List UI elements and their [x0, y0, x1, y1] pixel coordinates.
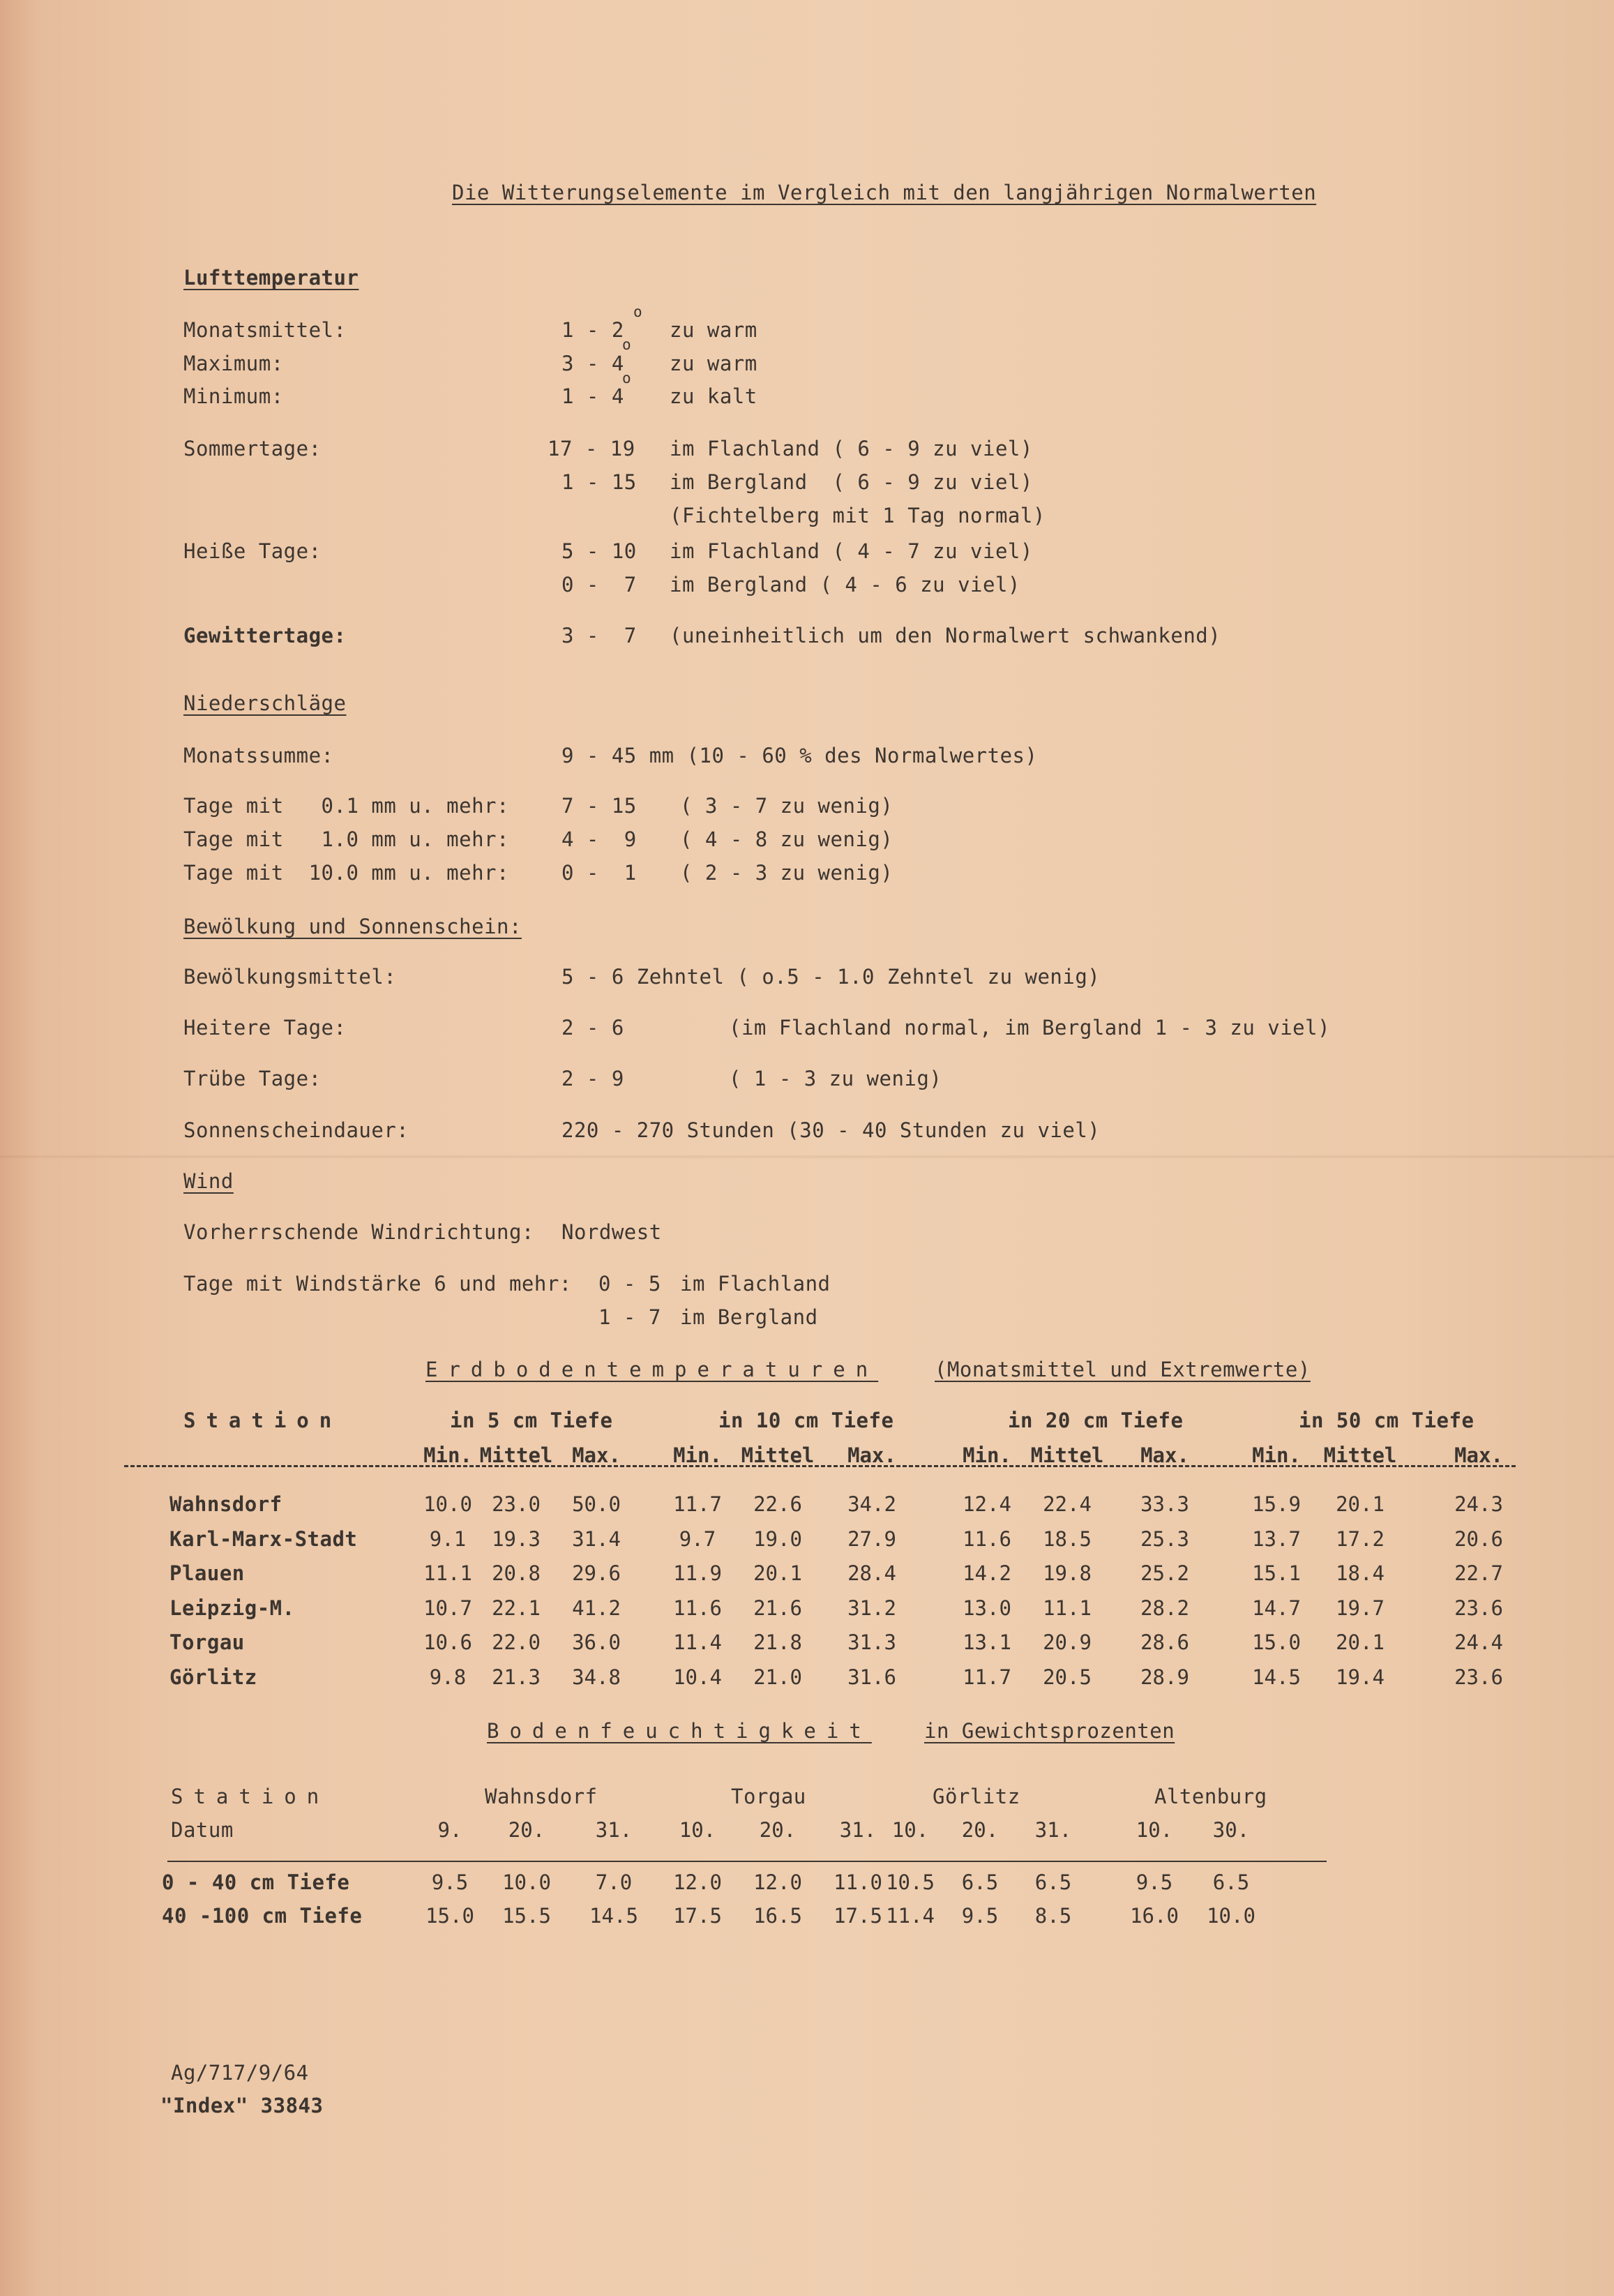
column-subheader: Mittel	[479, 1443, 553, 1467]
row-value: 7 - 15	[561, 794, 637, 818]
table-cell: 10.0	[423, 1492, 472, 1516]
table-cell: 16.5	[753, 1904, 802, 1928]
table-cell: 19.0	[753, 1527, 802, 1551]
column-subheader: Min.	[423, 1443, 472, 1467]
table-cell: 16.0	[1130, 1904, 1179, 1928]
row-label: Trübe Tage:	[183, 1067, 322, 1090]
table-heading-erdboden: Erdbodentemperaturen	[425, 1358, 879, 1381]
column-header-station: Station	[183, 1409, 342, 1432]
row-note: im Flachland	[680, 1272, 831, 1296]
row-value: 1 - 7	[598, 1305, 661, 1329]
table-cell: 8.5	[1034, 1904, 1072, 1928]
column-subheader: Max.	[847, 1443, 896, 1467]
table-cell: 13.0	[963, 1596, 1011, 1620]
date-cell: 9.	[437, 1818, 462, 1842]
row-value: 3 - 4	[561, 352, 624, 375]
row-note: ( 2 - 3 zu wenig)	[680, 861, 893, 885]
table-cell: 11.1	[423, 1561, 472, 1585]
table-cell: 22.4	[1043, 1492, 1092, 1516]
row-note: ( 3 - 7 zu wenig)	[680, 794, 893, 818]
table-cell: 15.5	[502, 1904, 551, 1928]
degree-sign: o	[633, 303, 642, 320]
table-cell: 20.1	[753, 1561, 802, 1585]
row-value: 1 - 2	[561, 318, 624, 342]
degree-sign: o	[622, 336, 631, 353]
date-cell: 20.	[759, 1818, 797, 1842]
row-value: 0 - 5	[598, 1272, 661, 1296]
row-value: 1 - 4	[561, 384, 624, 408]
date-cell: 31.	[595, 1818, 633, 1842]
table-cell: 11.7	[963, 1665, 1011, 1689]
table-cell: 24.4	[1454, 1630, 1503, 1654]
table-cell: 12.4	[963, 1492, 1011, 1516]
column-subheader: Max.	[1140, 1443, 1189, 1467]
table-cell: 22.7	[1454, 1561, 1503, 1585]
table-cell: 9.5	[961, 1904, 999, 1928]
table-cell: 7.0	[595, 1870, 633, 1894]
row-note: ( 1 - 3 zu wenig)	[729, 1067, 942, 1090]
table-rule	[167, 1861, 1327, 1862]
section-heading-bewoelkung: Bewölkung und Sonnenschein:	[183, 915, 522, 938]
station-name: Wahnsdorf	[169, 1492, 282, 1516]
table-cell: 12.0	[673, 1870, 722, 1894]
table-cell: 14.5	[589, 1904, 638, 1928]
table-cell: 10.7	[423, 1596, 472, 1620]
table-cell: 28.9	[1140, 1665, 1189, 1689]
section-heading-niederschlaege: Niederschläge	[183, 691, 347, 715]
row-label: Gewittertage:	[183, 624, 347, 647]
table-cell: 6.5	[1034, 1870, 1072, 1894]
table-cell: 10.4	[673, 1665, 722, 1689]
table-cell: 28.6	[1140, 1630, 1189, 1654]
depth-label: 0 - 40 cm Tiefe	[162, 1870, 350, 1894]
row-note: zu kalt	[670, 384, 757, 408]
date-cell: 20.	[961, 1818, 999, 1842]
row-note: im Flachland ( 6 - 9 zu viel)	[670, 437, 1033, 460]
table-cell: 31.6	[847, 1665, 896, 1689]
table-cell: 20.9	[1043, 1630, 1092, 1654]
table-cell: 31.3	[847, 1630, 896, 1654]
row-value: Nordwest	[561, 1220, 662, 1244]
row-value: 4 - 9	[561, 827, 637, 851]
row-value: 9 - 45 mm (10 - 60 % des Normalwertes)	[561, 744, 1038, 767]
table-cell: 11.9	[673, 1561, 722, 1585]
station-name: Karl-Marx-Stadt	[169, 1527, 358, 1551]
table-cell: 11.4	[886, 1904, 935, 1928]
table-cell: 9.1	[429, 1527, 467, 1551]
table-cell: 11.0	[834, 1870, 882, 1894]
table-cell: 9.5	[431, 1870, 469, 1894]
table-cell: 21.6	[753, 1596, 802, 1620]
table-cell: 18.5	[1043, 1527, 1092, 1551]
table-cell: 18.4	[1336, 1561, 1385, 1585]
table-cell: 15.0	[425, 1904, 474, 1928]
station-header: Wahnsdorf	[485, 1785, 598, 1808]
section-heading-wind: Wind	[183, 1169, 234, 1193]
station-name: Torgau	[169, 1630, 245, 1654]
row-label: Monatssumme:	[183, 744, 334, 767]
table-cell: 31.4	[572, 1527, 621, 1551]
table-cell: 17.5	[834, 1904, 882, 1928]
table-cell: 23.0	[492, 1492, 541, 1516]
table-cell: 28.2	[1140, 1596, 1189, 1620]
row-note: im Bergland	[680, 1305, 818, 1329]
table-cell: 24.3	[1454, 1492, 1503, 1516]
row-label: Maximum:	[183, 352, 284, 375]
station-header: Torgau	[731, 1785, 806, 1808]
row-note: (uneinheitlich um den Normalwert schwankend)	[670, 624, 1221, 647]
row-label: Sonnenscheindauer:	[183, 1118, 409, 1142]
depth-label: 40 -100 cm Tiefe	[162, 1904, 363, 1928]
column-header-depth: in 5 cm Tiefe	[450, 1409, 613, 1432]
row-label: Tage mit 0.1 mm u. mehr:	[183, 794, 509, 818]
column-subheader: Mittel	[741, 1443, 815, 1467]
table-cell: 36.0	[572, 1630, 621, 1654]
table-heading-note: in Gewichtsprozenten	[924, 1719, 1175, 1743]
table-cell: 29.6	[572, 1561, 621, 1585]
date-cell: 30.	[1212, 1818, 1250, 1842]
table-cell: 22.6	[753, 1492, 802, 1516]
row-label: Tage mit 1.0 mm u. mehr:	[183, 827, 509, 851]
table-cell: 12.0	[753, 1870, 802, 1894]
column-subheader: Min.	[673, 1443, 722, 1467]
table-cell: 9.7	[679, 1527, 716, 1551]
table-cell: 34.8	[572, 1665, 621, 1689]
table-cell: 10.6	[423, 1630, 472, 1654]
date-cell: 10.	[1136, 1818, 1173, 1842]
table-cell: 20.1	[1336, 1492, 1385, 1516]
row-value: 5 - 10	[561, 539, 637, 563]
row-label: Heitere Tage:	[183, 1016, 347, 1040]
row-value: 17 - 19	[548, 437, 635, 460]
row-label: Minimum:	[183, 384, 284, 408]
table-cell: 15.1	[1252, 1561, 1301, 1585]
table-cell: 41.2	[572, 1596, 621, 1620]
row-value: 1 - 15	[561, 470, 637, 494]
row-label: Tage mit 10.0 mm u. mehr:	[183, 861, 509, 885]
table-cell: 33.3	[1140, 1492, 1189, 1516]
table-heading-boden: Bodenfeuchtigkeit	[487, 1719, 872, 1743]
table-cell: 17.2	[1336, 1527, 1385, 1551]
table-cell: 13.1	[963, 1630, 1011, 1654]
row-value: 3 - 7	[561, 624, 637, 647]
column-subheader: Mittel	[1323, 1443, 1397, 1467]
table-cell: 21.8	[753, 1630, 802, 1654]
table-cell: 19.7	[1336, 1596, 1385, 1620]
station-header: Görlitz	[933, 1785, 1020, 1808]
station-header: Altenburg	[1154, 1785, 1267, 1808]
table-cell: 27.9	[847, 1527, 896, 1551]
row-note: im Bergland ( 6 - 9 zu viel)	[670, 470, 1033, 494]
table-cell: 20.6	[1454, 1527, 1503, 1551]
table-cell: 11.7	[673, 1492, 722, 1516]
row-note: zu warm	[670, 352, 757, 375]
table-cell: 23.6	[1454, 1665, 1503, 1689]
column-subheader: Max.	[1454, 1443, 1503, 1467]
table-cell: 20.8	[492, 1561, 541, 1585]
column-subheader: Mittel	[1030, 1443, 1104, 1467]
table-cell: 14.7	[1252, 1596, 1301, 1620]
table-cell: 10.0	[502, 1870, 551, 1894]
row-value: 0 - 7	[561, 573, 637, 596]
row-value: 0 - 1	[561, 861, 637, 885]
table-cell: 11.6	[673, 1596, 722, 1620]
index-number: "Index" 33843	[160, 2094, 324, 2117]
table-cell: 34.2	[847, 1492, 896, 1516]
table-cell: 11.1	[1043, 1596, 1092, 1620]
table-cell: 6.5	[961, 1870, 999, 1894]
row-note: (im Flachland normal, im Bergland 1 - 3 zu viel)	[729, 1016, 1331, 1040]
table-cell: 10.5	[886, 1870, 935, 1894]
table-cell: 6.5	[1212, 1870, 1250, 1894]
row-label: Heiße Tage:	[183, 539, 322, 563]
station-name: Leipzig-M.	[169, 1596, 295, 1620]
table-cell: 22.0	[492, 1630, 541, 1654]
table-cell: 15.9	[1252, 1492, 1301, 1516]
column-subheader: Max.	[572, 1443, 621, 1467]
table-cell: 25.3	[1140, 1527, 1189, 1551]
row-value: 2 - 6	[561, 1016, 624, 1040]
date-cell: 10.	[891, 1818, 929, 1842]
table-cell: 17.5	[673, 1904, 722, 1928]
row-label: Tage mit Windstärke 6 und mehr:	[183, 1272, 572, 1296]
table-cell: 21.0	[753, 1665, 802, 1689]
column-subheader: Min.	[963, 1443, 1011, 1467]
date-cell: 20.	[508, 1818, 545, 1842]
table-cell: 9.5	[1136, 1870, 1173, 1894]
table-cell: 11.4	[673, 1630, 722, 1654]
station-name: Görlitz	[169, 1665, 257, 1689]
date-cell: 10.	[679, 1818, 716, 1842]
degree-sign: o	[622, 370, 631, 387]
row-label: Bewölkungsmittel:	[183, 965, 397, 989]
column-header-station: Station	[171, 1785, 330, 1808]
column-header-datum: Datum	[171, 1818, 234, 1842]
station-name: Plauen	[169, 1561, 245, 1585]
table-cell: 14.2	[963, 1561, 1011, 1585]
row-note: (Fichtelberg mit 1 Tag normal)	[670, 504, 1046, 527]
table-cell: 13.7	[1252, 1527, 1301, 1551]
table-cell: 10.0	[1207, 1904, 1255, 1928]
row-label: Sommertage:	[183, 437, 322, 460]
row-value: 2 - 9	[561, 1067, 624, 1090]
document-reference: Ag/717/9/64	[171, 2061, 309, 2085]
table-cell: 31.2	[847, 1596, 896, 1620]
section-heading-lufttemperatur: Lufttemperatur	[183, 266, 359, 290]
table-cell: 19.3	[492, 1527, 541, 1551]
column-header-depth: in 10 cm Tiefe	[718, 1409, 894, 1432]
row-value: 5 - 6 Zehntel ( o.5 - 1.0 Zehntel zu wenig)	[561, 965, 1101, 989]
row-note: im Flachland ( 4 - 7 zu viel)	[670, 539, 1033, 563]
row-note: zu warm	[670, 318, 757, 342]
table-cell: 19.8	[1043, 1561, 1092, 1585]
table-cell: 20.1	[1336, 1630, 1385, 1654]
table-cell: 15.0	[1252, 1630, 1301, 1654]
row-label: Monatsmittel:	[183, 318, 347, 342]
table-cell: 22.1	[492, 1596, 541, 1620]
table-cell: 20.5	[1043, 1665, 1092, 1689]
row-note: im Bergland ( 4 - 6 zu viel)	[670, 573, 1020, 596]
row-note: ( 4 - 8 zu wenig)	[680, 827, 893, 851]
dashed-rule	[124, 1465, 1516, 1467]
page-title: Die Witterungselemente im Vergleich mit den langjährigen Normalwerten	[452, 181, 1317, 204]
table-cell: 23.6	[1454, 1596, 1503, 1620]
table-heading-note: (Monatsmittel und Extremwerte)	[935, 1358, 1311, 1381]
table-cell: 9.8	[429, 1665, 467, 1689]
table-cell: 19.4	[1336, 1665, 1385, 1689]
table-cell: 25.2	[1140, 1561, 1189, 1585]
date-cell: 31.	[839, 1818, 877, 1842]
table-cell: 50.0	[572, 1492, 621, 1516]
table-cell: 11.6	[963, 1527, 1011, 1551]
row-label: Vorherrschende Windrichtung:	[183, 1220, 534, 1244]
table-cell: 21.3	[492, 1665, 541, 1689]
table-cell: 28.4	[847, 1561, 896, 1585]
column-subheader: Min.	[1252, 1443, 1301, 1467]
table-cell: 14.5	[1252, 1665, 1301, 1689]
row-value: 220 - 270 Stunden (30 - 40 Stunden zu viel)	[561, 1118, 1101, 1142]
column-header-depth: in 20 cm Tiefe	[1008, 1409, 1184, 1432]
column-header-depth: in 50 cm Tiefe	[1299, 1409, 1475, 1432]
date-cell: 31.	[1034, 1818, 1072, 1842]
paper-fold	[0, 1155, 1614, 1159]
